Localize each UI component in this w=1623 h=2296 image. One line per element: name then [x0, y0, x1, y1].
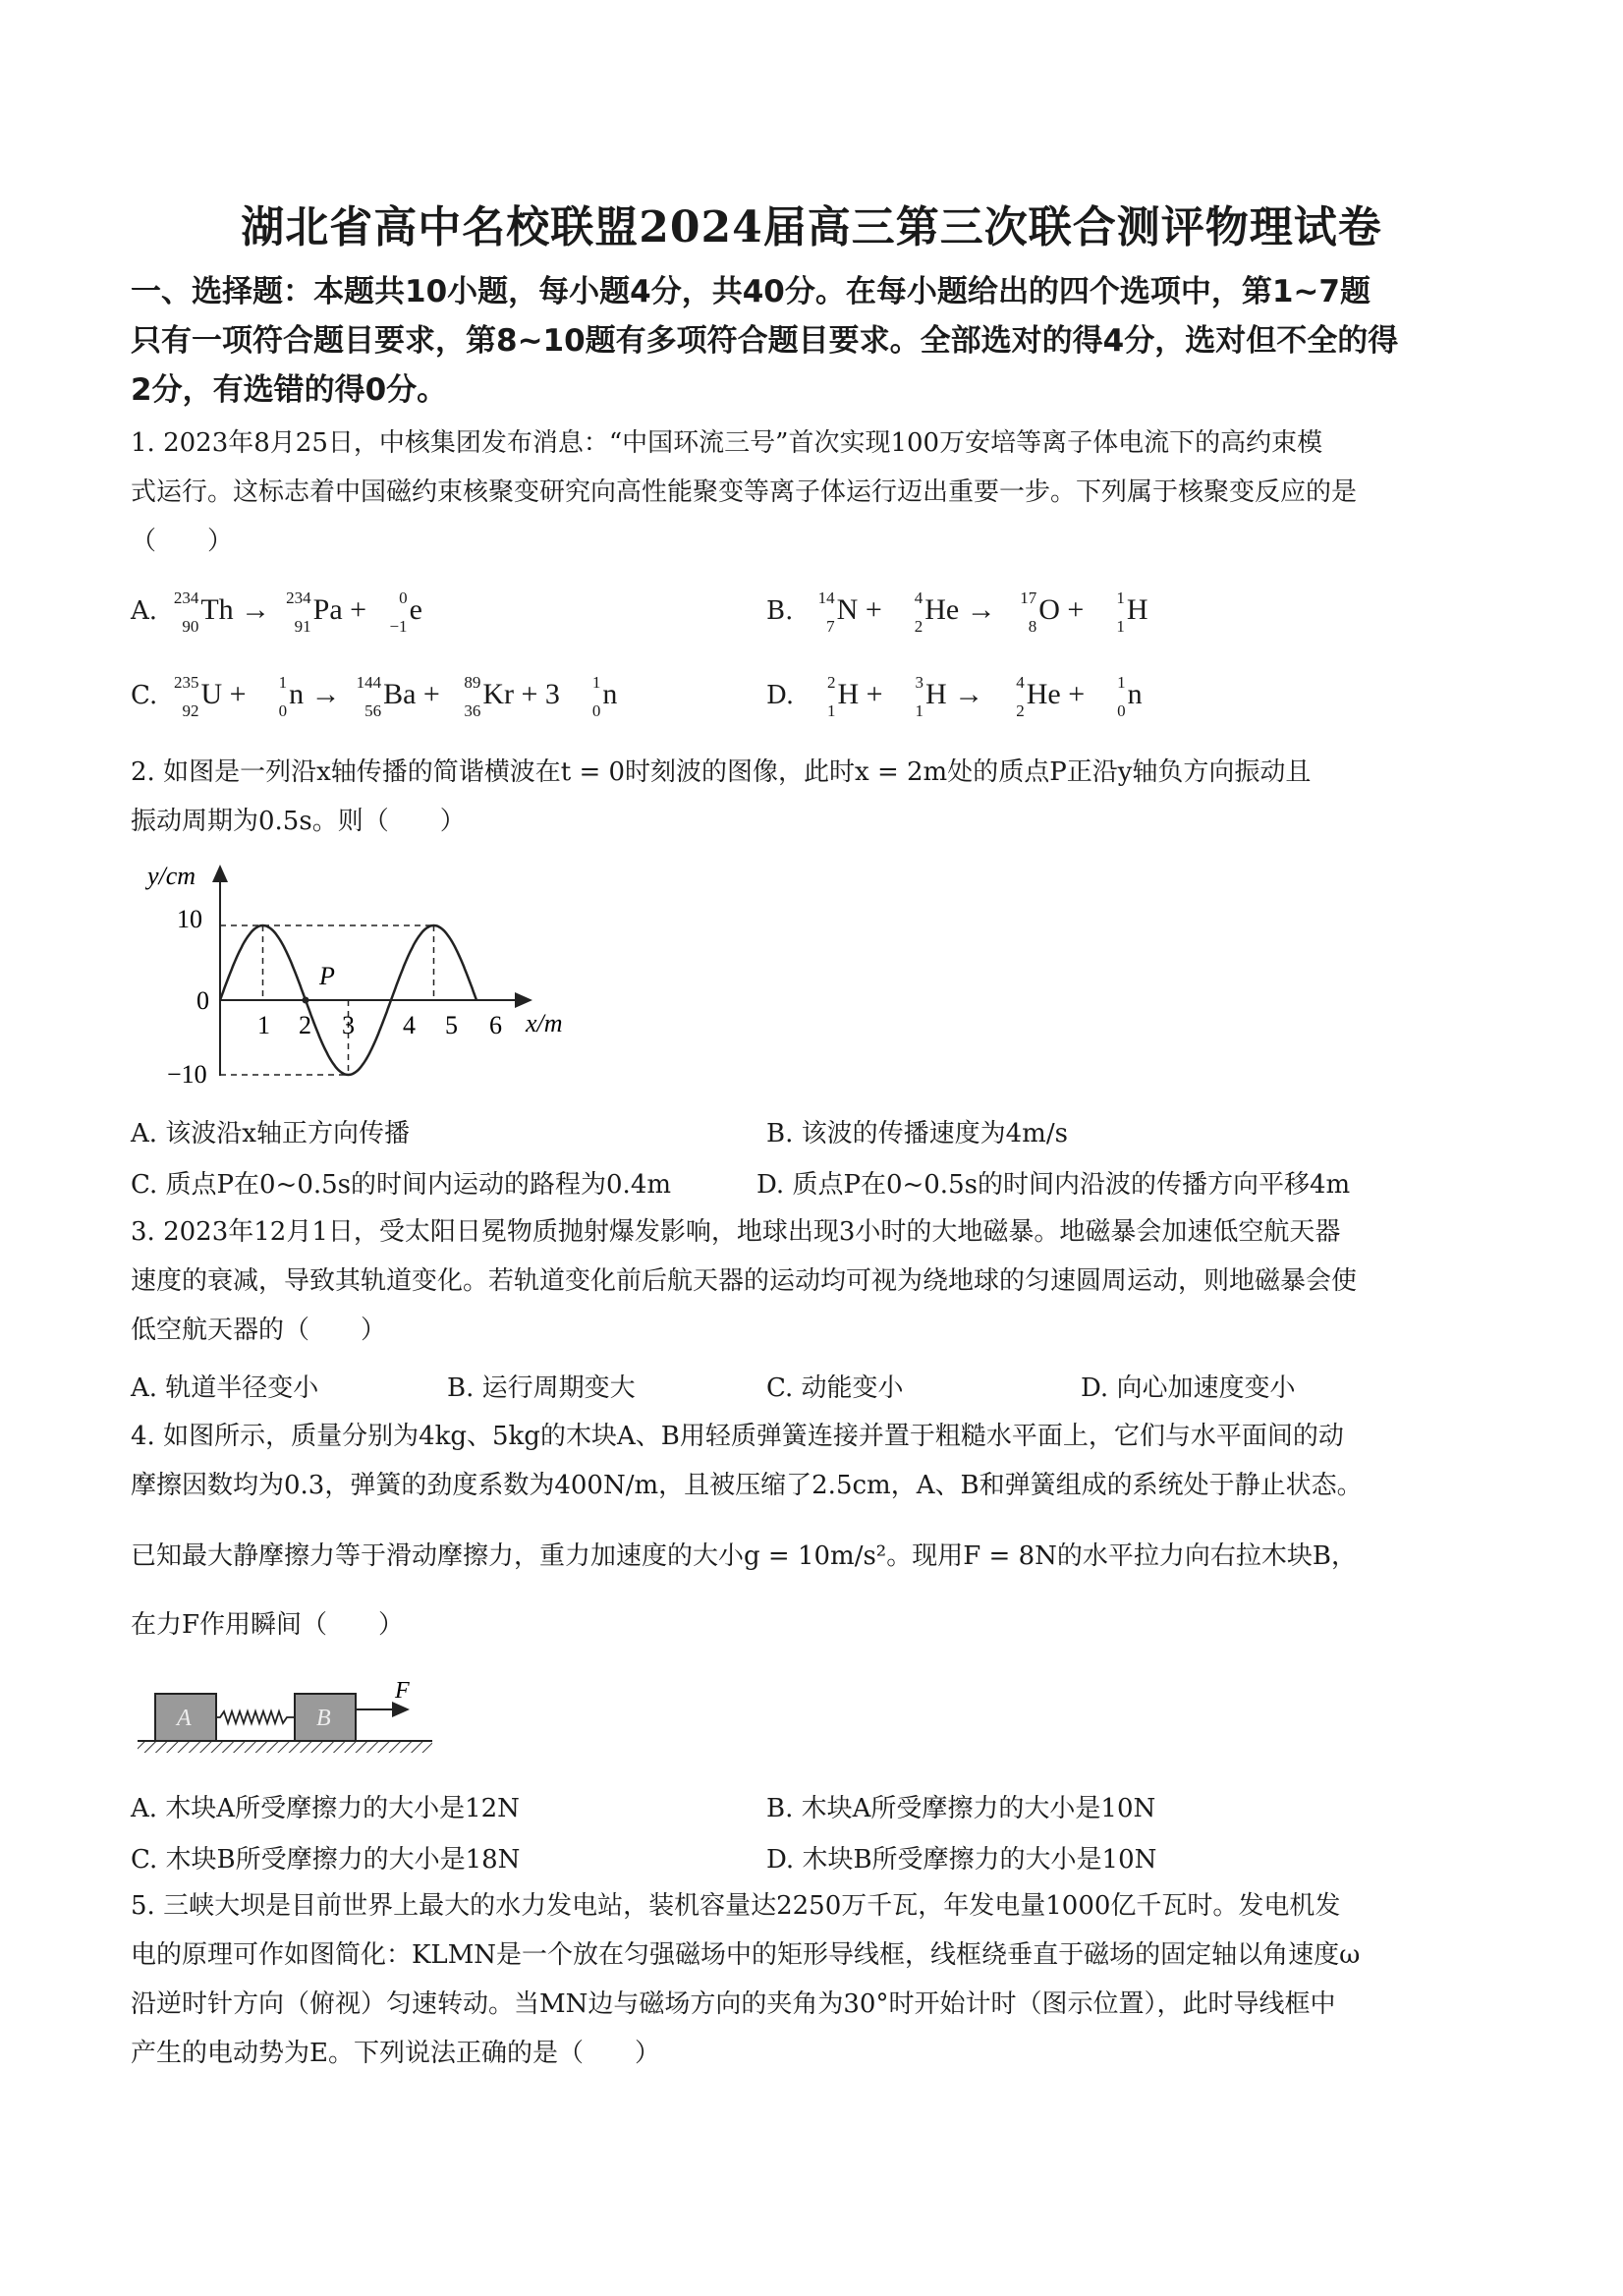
spring — [216, 1711, 295, 1723]
exam-title: 湖北省高中名校联盟2024届高三第三次联合测评物理试卷 — [241, 202, 1382, 252]
x-tick-label: 6 — [489, 1011, 502, 1039]
q5-line: 沿逆时针方向（俯视）匀速转动。当MN边与磁场方向的夹角为30°时开始计时（图示位置），此时导线框中 — [131, 1989, 1336, 2019]
q3-option-a: A. 轨道半径变小 — [131, 1373, 319, 1403]
q1-line: （ ） — [131, 527, 234, 556]
y-tick-label: 0 — [196, 986, 209, 1015]
x-tick-label: 1 — [257, 1011, 270, 1039]
q1-line: 1. 2023年8月25日，中核集团发布消息：“中国环流三号”首次实现100万安培等离子体电流下的高约束模 — [131, 428, 1323, 458]
nuclide: 234 90 — [173, 588, 199, 636]
q1-option-a-equation: 234 90 Th → 234 91 Pa + 0 −1 e — [165, 593, 422, 626]
q5-line: 5. 三峡大坝是目前世界上最大的水力发电站，装机容量达2250万千瓦，年发电量1000亿千瓦时。发电机发 — [131, 1891, 1341, 1921]
q2-option-c: C. 质点P在0~0.5s的时间内运动的路程为0.4m — [131, 1170, 672, 1200]
point-p — [303, 997, 309, 1004]
q4-line: 已知最大静摩擦力等于滑动摩擦力，重力加速度的大小g = 10m/s²。现用F = 8N的水平拉力向右拉木块B， — [131, 1541, 1357, 1571]
q1-option-c-label: C. — [131, 680, 158, 710]
q3-option-c: C. 动能变小 — [766, 1373, 904, 1403]
q4-line: 摩擦因数均为0.3，弹簧的劲度系数为400N/m，且被压缩了2.5cm，A、B和弹簧组成的系统处于静止状态。 — [131, 1471, 1363, 1500]
q3-line: 低空航天器的（ ） — [131, 1316, 387, 1345]
q1-option-c-equation: 235 92 U + 1 0 n → 144 56 Ba + 89 36 Kr + 3 1 0 n — [174, 673, 618, 720]
section-line: 只有一项符合题目要求，第8~10题有多项符合题目要求。全部选对的得4分，选对但不全的得 — [131, 323, 1399, 359]
block-a-label: A — [177, 1706, 192, 1731]
section-instructions — [131, 267, 1496, 415]
x-axis-label: x/m — [526, 1009, 563, 1037]
q1-option-d — [766, 674, 1143, 719]
q1-option-b-equation: 14 7 N + 4 2 He → 17 8 O + 1 1 H — [817, 588, 1148, 636]
x-tick-label: 3 — [342, 1011, 355, 1039]
q4-line: 在力F作用瞬间（ ） — [131, 1610, 405, 1640]
q1-line: 式运行。这标志着中国磁约束核聚变研究向高性能聚变等离子体运行迈出重要一步。下列属于核聚变反应的是 — [131, 477, 1358, 507]
q1-option-d-equation: 2 1 H + 3 1 H → 4 2 He + 1 0 n — [826, 673, 1143, 720]
q2-option-d: D. 质点P在0~0.5s的时间内沿波的传播方向平移4m — [756, 1170, 1351, 1200]
q2-line: 2. 如图是一列沿x轴传播的简谐横波在t = 0时刻波的图像，此时x = 2m处的质点P正沿y轴负方向振动且 — [131, 757, 1312, 787]
q2-wave-graph — [138, 855, 589, 1100]
q4-spring-figure — [138, 1670, 432, 1759]
q3-option-d: D. 向心加速度变小 — [1081, 1373, 1296, 1403]
q1-option-b — [766, 589, 1147, 635]
q1-option-d-label: D. — [766, 680, 795, 710]
q1-option-c — [131, 674, 617, 719]
q1-option-a — [131, 589, 422, 635]
q3-line: 3. 2023年12月1日，受太阳日冕物质抛射爆发影响，地球出现3小时的大地磁暴。地磁暴会加速低空航天器 — [131, 1217, 1341, 1247]
nuclide: 0 −1 — [389, 588, 408, 636]
q4-option-b: B. 木块A所受摩擦力的大小是10N — [766, 1794, 1156, 1823]
q4-option-c: C. 木块B所受摩擦力的大小是18N — [131, 1845, 521, 1875]
block-b-label: B — [316, 1706, 331, 1731]
section-line: 一、选择题：本题共10小题，每小题4分，共40分。在每小题给出的四个选项中，第1~7题 — [131, 274, 1371, 309]
q4-option-d: D. 木块B所受摩擦力的大小是10N — [766, 1845, 1157, 1875]
q1-option-b-label: B. — [766, 595, 794, 626]
force-label: F — [395, 1678, 410, 1704]
q4-option-a: A. 木块A所受摩擦力的大小是12N — [131, 1794, 520, 1823]
y-tick-label: −10 — [167, 1060, 207, 1089]
q4-line: 4. 如图所示，质量分别为4kg、5kg的木块A、B用轻质弹簧连接并置于粗糙水平面上，它们与水平面间的动 — [131, 1422, 1344, 1451]
x-tick-label: 5 — [445, 1011, 458, 1039]
q3-option-b: B. 运行周期变大 — [447, 1373, 636, 1403]
q2-option-a: A. 该波沿x轴正方向传播 — [131, 1119, 410, 1148]
x-tick-label: 4 — [403, 1011, 416, 1039]
point-p-label: P — [319, 962, 335, 990]
q1-option-a-label: A. — [131, 595, 158, 626]
y-tick-label: 10 — [177, 905, 202, 933]
q3-line: 速度的衰减，导致其轨道变化。若轨道变化前后航天器的运动均可视为绕地球的匀速圆周运动，则地磁暴会使 — [131, 1266, 1358, 1296]
q5-line: 产生的电动势为E。下列说法正确的是（ ） — [131, 2039, 660, 2068]
q2-line: 振动周期为0.5s。则（ ） — [131, 807, 466, 836]
section-line: 2分，有选错的得0分。 — [131, 372, 448, 408]
q2-option-b: B. 该波的传播速度为4m/s — [766, 1119, 1068, 1148]
nuclide: 234 91 — [286, 588, 311, 636]
q5-line: 电的原理可作如图简化：KLMN是一个放在匀强磁场中的矩形导线框，线框绕垂直于磁场的固定轴以角速度ω — [131, 1940, 1361, 1970]
x-tick-label: 2 — [299, 1011, 311, 1039]
y-axis-label: y/cm — [147, 862, 196, 890]
ground-hatch — [138, 1741, 432, 1753]
